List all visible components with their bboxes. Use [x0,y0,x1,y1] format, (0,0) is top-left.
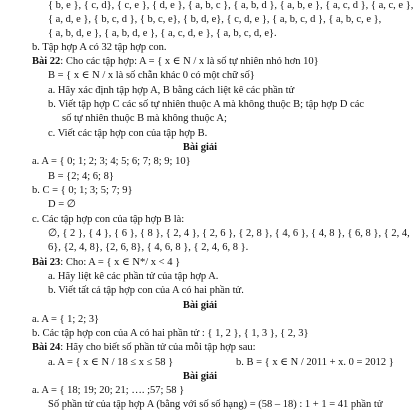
problem-22-part-a: a. Hãy xác định tập hợp A, B bằng cách liệt kê các phần tử [48,85,295,96]
solution-24-count: Số phần tử của tập hợp A (bằng với số số hạng) = (58 – 18) : 1 + 1 = 41 phần tử [48,399,383,410]
problem-24-label: Bài 24 [32,342,61,353]
solution-22-set-d: D = ∅ [48,199,76,210]
solution-23-b: b. Các tập hợp con của A có hai phần tử : { 1, 2 }, { 1, 3 }, { 2, 3} [32,328,309,339]
solution-22-c: c. Các tập hợp con của tập hợp B là: [32,214,185,225]
problem-22-text: : Cho các tập hợp: A = { x ∈ N / x là số tự nhiên nhỏ hơn 10} [60,56,319,67]
problem-24-statement [32,341,256,356]
subsets-line-3: { a, b, d, e }, { a, b, d, e }, { a, c, d, e }, { a, b, c, d, e}. [48,28,277,39]
problem-23-part-a: a. Hãy liệt kê các phần tử của tập hợp A. [48,271,219,282]
answer-21b: b. Tập hợp A có 32 tập hợp con. [32,42,167,53]
solution-heading-24: Bài giải [182,371,218,382]
solution-22-subsets-1: ∅, { 2 }, { 4 }, { 6 }, { 8 }, { 2, 4 }, { 2, 6 }, { 2, 8 }, { 4, 6 }, { 4, 8 }, { 6, 8 }, { 2, 4, [48,228,410,239]
solution-22-a: a. A = { 0; 1; 2; 3; 4; 5; 6; 7; 8; 9; 10} [32,156,191,167]
problem-22-part-b-cont: số tự nhiên thuộc B mà không thuộc A; [62,113,227,124]
problem-22-label: Bài 22 [32,56,61,67]
problem-24-part-a: a. A = { x ∈ N / 18 ≤ x ≤ 58 } [48,357,174,368]
problem-23-statement [32,256,180,271]
problem-24-part-b: b. B = { x ∈ N / 2011 + x. 0 = 2012 } [236,357,394,368]
solution-22-b: b. C = { 0; 1; 3; 5; 7; 9} [32,185,133,196]
subsets-line-1: { b, e }, { c, d}, { c, e }, { d, e }, { a, b, c }, { a, b, d }, { a, b, e }, { a, c, d }, { a, c, e }, [48,0,413,11]
problem-22-part-b: b. Viết tập hợp C các số tự nhiên thuộc A mà không thuộc B; tập hợp D các [48,99,365,110]
problem-22-statement [32,55,319,70]
solution-heading-23: Bài giải [182,300,218,311]
subsets-line-2: { a, d, e }, { b, c, d }, { b, c, e}, { b, d, e}, { c, d, e }, { a, b, c, d }, { a, b, c, e }, [48,14,382,25]
problem-22-set-b: B = { x ∈ N / x là số chẵn khác 0 có một chữ số} [48,70,255,81]
problem-23-label: Bài 23 [32,257,61,268]
problem-22-part-c: c. Viết các tập hợp con của tập hợp B. [48,128,208,139]
solution-22-subsets-2: 6}, {2, 4, 8}, {2, 6, 8}, { 4, 6, 8 }, { 2, 4, 6, 8 }. [48,242,249,253]
problem-23-part-b: b. Viết tất cả tập hợp con của A có hai phần tử. [48,285,244,296]
solution-22-set-b: B = {2; 4; 6; 8} [48,171,114,182]
solution-23-a: a. A = { 1; 2; 3} [32,314,100,325]
problem-24-text: : Hãy cho biết số phần tử của mỗi tập hợp sau: [60,342,256,353]
problem-23-text: : Cho: A = { x ∈ N*/ x < 4 } [60,257,181,268]
solution-24-a: a. A = { 18; 19; 20; 21; …. ;57; 58 } [32,385,185,396]
solution-heading-22: Bài giải [182,142,218,153]
